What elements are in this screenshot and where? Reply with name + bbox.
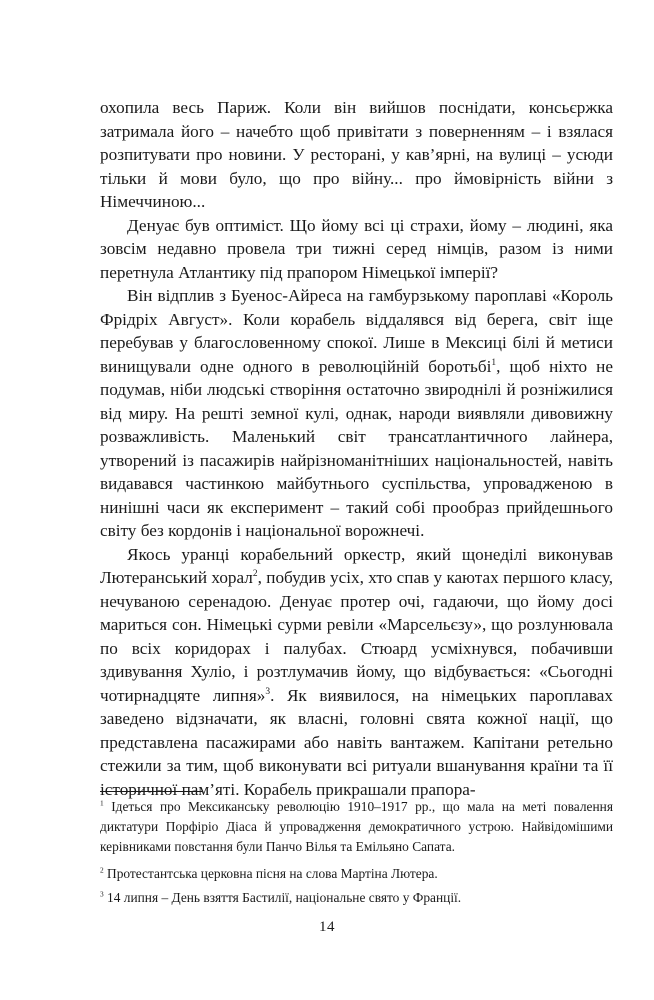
- paragraph-text: Він відплив з Буенос-Айреса на гамбурзькому пароплаві «Король Фрідріх Август». Коли корабель віддалявся від берега, світ іще перебував у благословенному спокої. Лише в Мексиці білі й метиси винищували одне одного в революційній боротьбі: [100, 286, 613, 376]
- paragraph-text: Якось уранці корабельний оркестр, який щонеділі виконував Лютеранський хорал: [100, 544, 613, 587]
- paragraph-text: , щоб ніхто не подумав, ніби людські створіння остаточно звироднілі й розніжилися від миру. На решті земної кулі, однак, народи виявляли дивовижну розважливість. Маленький світ трансатлантичного лайнера, утворений із пасажирів найрізноманітніших національностей, навіть видавався частинкою майбутнього суспільства, упровадженою в нинішні часи як експеримент – такий собі прообраз прийдешнього світу без кордонів і національної ворожнечі.: [100, 356, 613, 540]
- paragraph-text: . Як виявилося, на німецьких пароплавах заведено відзначати, як власні, головні свята кожної нації, що представлена пасажирами або навіть вантажем. Капітани ретельно стежили за тим, щоб виконувати всі ритуали вшанування країни та її історичної пам’яті. Корабель прикрашали прапора-: [100, 685, 613, 799]
- footnote-text: Протестантська церковна пісня на слова Мартіна Лютера.: [107, 866, 438, 882]
- paragraph: [100, 543, 613, 802]
- footnote-reference: 1: [491, 357, 497, 368]
- footnote: [100, 797, 613, 856]
- main-text: [100, 96, 613, 801]
- footnote-divider: [100, 791, 202, 792]
- paragraph-text: Денуає був оптиміст. Що йому всі ці страхи, йому – людині, яка зовсім недавно провела три тижні серед німців, разом із ними перетнула Атлантику під прапором Німецької імперії?: [100, 215, 613, 282]
- paragraph-text: охопила весь Париж. Коли він вийшов поснідати, консьєржка затримала його – начебто щоб привітати з поверненням – і взялася розпитувати про новини. У ресторані, у кав’ярні, на вулиці – усюди тільки й мови було, що про війну... про ймовірність війни з Німеччиною...: [100, 98, 613, 211]
- footnote: [100, 864, 613, 884]
- footnote-reference: 3: [265, 686, 271, 697]
- paragraph: [100, 214, 613, 285]
- paragraph: [100, 284, 613, 543]
- footnote-reference: 2: [252, 568, 258, 579]
- footnote-mark: 1: [100, 798, 104, 808]
- page-number: 14: [319, 919, 335, 935]
- footnote-mark: 2: [100, 865, 104, 875]
- footnote-text: Ідеться про Мексиканську революцію 1910–1917 рр., що мала на меті повалення диктатури Порфіріо Діаса й упровадження демократичного устрою. Найвідомішими керівниками повстання були Панчо Вілья та Емільяно Сапата.: [100, 799, 613, 854]
- paragraph-text: , побудив усіх, хто спав у каютах першого класу, нечуваною серенадою. Денуає протер очі, гадаючи, що йому досі мариться сон. Німецькі сурми ревіли «Марсельєзу», що розлунювала по всіх коридорах і палубах. Стюард усміхнувся, побачивши здивування Хуліо, і розтлумачив йому, що відбувається: «Сьогодні чотирнадцяте липня»: [100, 568, 613, 705]
- footnote-mark: 3: [100, 889, 104, 899]
- footnote-text: 14 липня – День взяття Бастилії, національне свято у Франції.: [107, 890, 462, 906]
- page-body: [100, 96, 613, 801]
- paragraph: [100, 96, 613, 214]
- footnotes: [100, 797, 613, 916]
- footnote: [100, 888, 613, 908]
